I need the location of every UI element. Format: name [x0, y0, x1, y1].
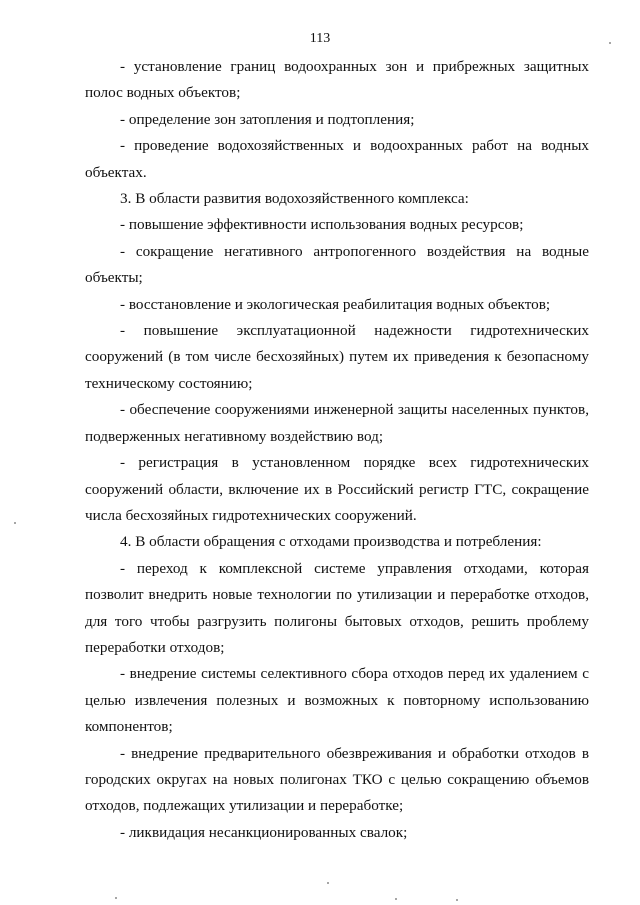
paragraph-10: - регистрация в установленном порядке всех гидротехнических сооружений области, включение их в Российский регистр ГТС, сокращение числа бесхозяйных гидротехнических сооружений. [85, 454, 589, 524]
scan-speck [395, 898, 397, 900]
paragraph-14: - внедрение предварительного обезвреживания и обработки отходов в городских округах на новых полигонах ТКО с целью сокращению объемов отходов, подлежащих утилизации и переработке; [85, 744, 589, 815]
section-heading-4: 4. В области обращения с отходами производства и потребления: [120, 533, 542, 551]
scan-speck [14, 522, 16, 524]
paragraph-5: - повышение эффективности использования водных ресурсов; [120, 216, 524, 234]
paragraph-3: - проведение водохозяйственных и водоохранных работ на водных объектах. [85, 137, 589, 181]
paragraph-15: - ликвидация несанкционированных свалок; [120, 823, 408, 841]
page-body [85, 54, 589, 846]
paragraph-9: - обеспечение сооружениями инженерной защиты населенных пунктов, подверженных негативному воздействию вод; [85, 401, 589, 445]
paragraph-1: - установление границ водоохранных зон и прибрежных защитных полос водных объектов; [85, 58, 589, 102]
paragraph-12: - переход к комплексной системе управления отходами, которая позволит внедрить новые технологии по утилизации и переработке отходов, для того чтобы разгрузить полигоны бытовых отходов, решить проблему переработки отходов; [85, 559, 589, 656]
paragraph-6: - сокращение негативного антропогенного воздействия на водные объекты; [85, 242, 589, 287]
scan-speck [327, 882, 329, 884]
paragraph-13: - внедрение системы селективного сбора отходов перед их удалением с целью извлечения полезных и возможных к повторному использованию компонентов; [85, 665, 589, 736]
paragraph-7: - восстановление и экологическая реабилитация водных объектов; [120, 295, 551, 313]
section-heading-3: 3. В области развития водохозяйственного комплекса: [120, 190, 469, 208]
paragraph-8: - повышение эксплуатационной надежности гидротехнических сооружений (в том числе бесхозяйных) путем их приведения к безопасному техническому состоянию; [85, 322, 589, 392]
scan-speck [115, 897, 117, 899]
scan-speck [456, 899, 458, 901]
scan-speck [609, 42, 611, 44]
page-number: 113 [309, 31, 331, 46]
paragraph-2: - определение зон затопления и подтопления; [120, 110, 415, 128]
